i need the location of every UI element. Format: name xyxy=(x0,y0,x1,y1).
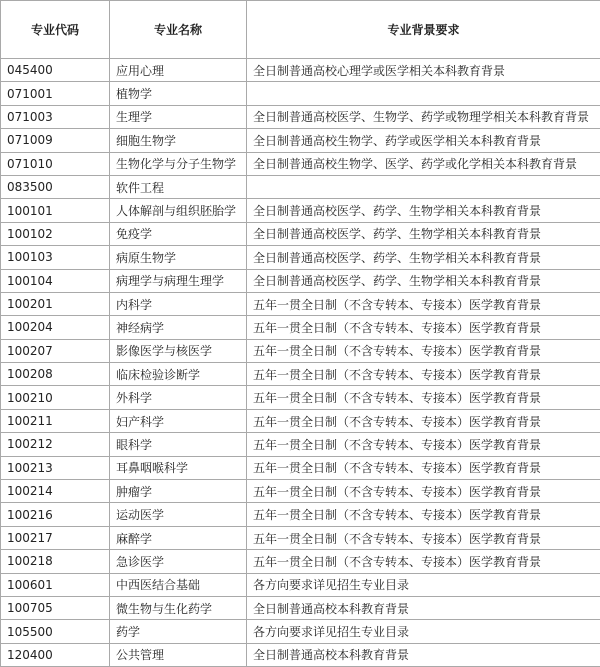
table-row xyxy=(1,480,600,503)
table-row xyxy=(1,386,600,409)
cell-name: 麻醉学 xyxy=(110,526,247,549)
cell-requirement: 各方向要求详见招生专业目录 xyxy=(247,620,600,643)
cell-code: 071009 xyxy=(1,129,110,152)
cell-name: 妇产科学 xyxy=(110,409,247,432)
table-row xyxy=(1,456,600,479)
cell-requirement xyxy=(247,175,600,198)
cell-code: 100213 xyxy=(1,456,110,479)
table-row xyxy=(1,573,600,596)
table-row xyxy=(1,550,600,573)
cell-code: 100103 xyxy=(1,246,110,269)
header-row xyxy=(1,1,600,59)
cell-name: 中西医结合基础 xyxy=(110,573,247,596)
table-row xyxy=(1,269,600,292)
cell-name: 耳鼻咽喉科学 xyxy=(110,456,247,479)
cell-name: 肿瘤学 xyxy=(110,480,247,503)
cell-code: 105500 xyxy=(1,620,110,643)
cell-requirement: 全日制普通高校医学、药学、生物学相关本科教育背景 xyxy=(247,222,600,245)
cell-code: 100207 xyxy=(1,339,110,362)
cell-requirement: 五年一贯全日制（不含专转本、专接本）医学教育背景 xyxy=(247,386,600,409)
cell-code: 045400 xyxy=(1,59,110,82)
table-row xyxy=(1,433,600,456)
table-row xyxy=(1,199,600,222)
cell-requirement: 五年一贯全日制（不含专转本、专接本）医学教育背景 xyxy=(247,292,600,315)
cell-name: 神经病学 xyxy=(110,316,247,339)
cell-code: 071003 xyxy=(1,105,110,128)
table-row xyxy=(1,596,600,619)
cell-requirement: 全日制普通高校医学、药学、生物学相关本科教育背景 xyxy=(247,246,600,269)
cell-code: 100212 xyxy=(1,433,110,456)
cell-code: 083500 xyxy=(1,175,110,198)
cell-code: 071001 xyxy=(1,82,110,105)
cell-code: 100218 xyxy=(1,550,110,573)
cell-requirement: 五年一贯全日制（不含专转本、专接本）医学教育背景 xyxy=(247,550,600,573)
cell-name: 应用心理 xyxy=(110,59,247,82)
cell-code: 100204 xyxy=(1,316,110,339)
cell-name: 药学 xyxy=(110,620,247,643)
cell-code: 100210 xyxy=(1,386,110,409)
cell-name: 病理学与病理生理学 xyxy=(110,269,247,292)
cell-code: 100601 xyxy=(1,573,110,596)
cell-name: 临床检验诊断学 xyxy=(110,363,247,386)
table-row xyxy=(1,152,600,175)
cell-name: 人体解剖与组织胚胎学 xyxy=(110,199,247,222)
table-row xyxy=(1,339,600,362)
cell-requirement: 五年一贯全日制（不含专转本、专接本）医学教育背景 xyxy=(247,433,600,456)
cell-name: 影像医学与核医学 xyxy=(110,339,247,362)
table-row xyxy=(1,175,600,198)
table-row xyxy=(1,620,600,643)
header-name: 专业名称 xyxy=(110,1,247,59)
cell-requirement: 全日制普通高校心理学或医学相关本科教育背景 xyxy=(247,59,600,82)
header-requirement: 专业背景要求 xyxy=(247,1,600,59)
cell-requirement: 五年一贯全日制（不含专转本、专接本）医学教育背景 xyxy=(247,409,600,432)
table-row xyxy=(1,643,600,666)
cell-code: 071010 xyxy=(1,152,110,175)
cell-code: 100101 xyxy=(1,199,110,222)
cell-requirement: 五年一贯全日制（不含专转本、专接本）医学教育背景 xyxy=(247,480,600,503)
cell-name: 软件工程 xyxy=(110,175,247,198)
cell-code: 100102 xyxy=(1,222,110,245)
cell-code: 100217 xyxy=(1,526,110,549)
cell-requirement: 五年一贯全日制（不含专转本、专接本）医学教育背景 xyxy=(247,456,600,479)
cell-name: 免疫学 xyxy=(110,222,247,245)
table-row xyxy=(1,82,600,105)
cell-name: 植物学 xyxy=(110,82,247,105)
cell-name: 病原生物学 xyxy=(110,246,247,269)
cell-code: 100214 xyxy=(1,480,110,503)
cell-requirement: 五年一贯全日制（不含专转本、专接本）医学教育背景 xyxy=(247,363,600,386)
cell-code: 100705 xyxy=(1,596,110,619)
cell-name: 眼科学 xyxy=(110,433,247,456)
cell-name: 外科学 xyxy=(110,386,247,409)
cell-requirement xyxy=(247,82,600,105)
cell-requirement: 全日制普通高校医学、药学、生物学相关本科教育背景 xyxy=(247,199,600,222)
cell-name: 生理学 xyxy=(110,105,247,128)
cell-code: 100216 xyxy=(1,503,110,526)
table-row xyxy=(1,526,600,549)
cell-code: 100208 xyxy=(1,363,110,386)
cell-requirement: 全日制普通高校生物学、药学或医学相关本科教育背景 xyxy=(247,129,600,152)
cell-requirement: 五年一贯全日制（不含专转本、专接本）医学教育背景 xyxy=(247,526,600,549)
cell-code: 100211 xyxy=(1,409,110,432)
table-row xyxy=(1,105,600,128)
cell-name: 运动医学 xyxy=(110,503,247,526)
cell-requirement: 全日制普通高校生物学、医学、药学或化学相关本科教育背景 xyxy=(247,152,600,175)
cell-name: 微生物与生化药学 xyxy=(110,596,247,619)
cell-requirement: 全日制普通高校医学、生物学、药学或物理学相关本科教育背景 xyxy=(247,105,600,128)
table-row xyxy=(1,59,600,82)
table-row xyxy=(1,503,600,526)
table-row xyxy=(1,316,600,339)
cell-code: 100201 xyxy=(1,292,110,315)
table-row xyxy=(1,292,600,315)
cell-requirement: 五年一贯全日制（不含专转本、专接本）医学教育背景 xyxy=(247,339,600,362)
cell-name: 急诊医学 xyxy=(110,550,247,573)
table-row xyxy=(1,363,600,386)
cell-name: 细胞生物学 xyxy=(110,129,247,152)
cell-requirement: 全日制普通高校本科教育背景 xyxy=(247,643,600,666)
table-row xyxy=(1,246,600,269)
table-body xyxy=(1,59,600,667)
cell-requirement: 五年一贯全日制（不含专转本、专接本）医学教育背景 xyxy=(247,316,600,339)
table-row xyxy=(1,409,600,432)
cell-name: 生物化学与分子生物学 xyxy=(110,152,247,175)
cell-code: 100104 xyxy=(1,269,110,292)
cell-requirement: 全日制普通高校医学、药学、生物学相关本科教育背景 xyxy=(247,269,600,292)
cell-requirement: 各方向要求详见招生专业目录 xyxy=(247,573,600,596)
header-code: 专业代码 xyxy=(1,1,110,59)
table-row xyxy=(1,222,600,245)
cell-name: 内科学 xyxy=(110,292,247,315)
cell-name: 公共管理 xyxy=(110,643,247,666)
table-row xyxy=(1,129,600,152)
cell-requirement: 五年一贯全日制（不含专转本、专接本）医学教育背景 xyxy=(247,503,600,526)
cell-requirement: 全日制普通高校本科教育背景 xyxy=(247,596,600,619)
cell-code: 120400 xyxy=(1,643,110,666)
